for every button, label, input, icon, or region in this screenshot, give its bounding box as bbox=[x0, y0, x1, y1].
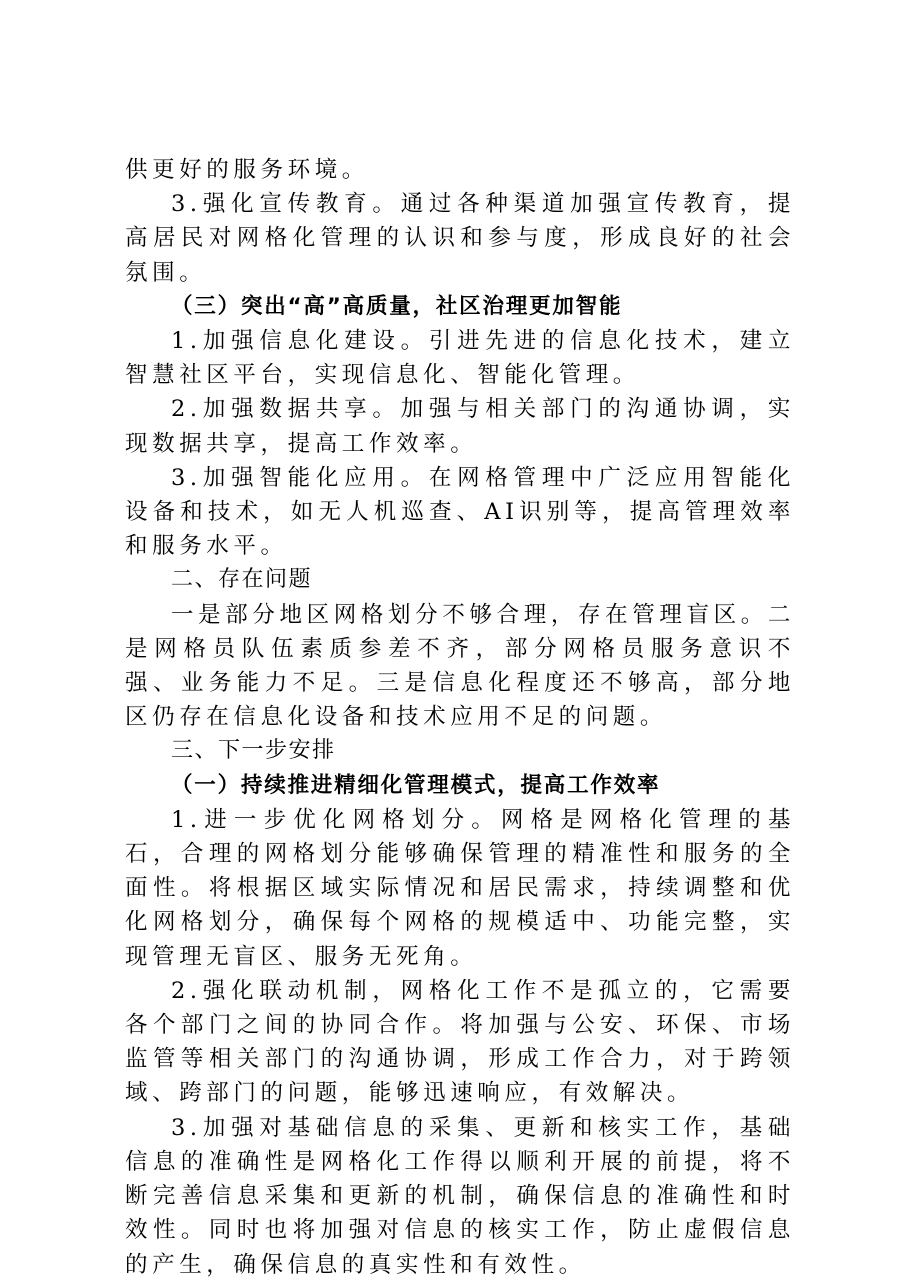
paragraph-linkage-mechanism: 2.强化联动机制，网格化工作不是孤立的，它需要各个部门之间的协同合作。将加强与公安、环保、市场监管等相关部门的沟通协调，形成工作合力，对于跨领域、跨部门的问题，能够迅速响应，有效解决。 bbox=[125, 977, 795, 1107]
paragraph-data-sharing: 2.加强数据共享。加强与相关部门的沟通协调，实现数据共享，提高工作效率。 bbox=[125, 396, 795, 457]
subheading-high-quality: （三）突出“高”高质量，社区治理更加智能 bbox=[171, 293, 623, 319]
paragraph-basic-information: 3.加强对基础信息的采集、更新和核实工作，基础信息的准确性是网格化工作得以顺利开展的前提，将不断完善信息采集和更新的机制，确保信息的准确性和时效性。同时也将加强对信息的核实工作，防止虚假信息的产生，确保信息的真实性和有效性。 bbox=[125, 1114, 795, 1278]
heading-existing-problems: 二、存在问题 bbox=[171, 567, 313, 593]
paragraph-informatization: 1.加强信息化建设。引进先进的信息化技术，建立智慧社区平台，实现信息化、智能化管理。 bbox=[125, 328, 795, 389]
paragraph-strengthen-publicity: 3.强化宣传教育。通过各种渠道加强宣传教育，提高居民对网格化管理的认识和参与度，形成良好的社会氛围。 bbox=[125, 191, 795, 286]
paragraph-continuation: 供更好的服务环境。 bbox=[125, 157, 369, 183]
paragraph-optimize-grid: 1.进一步优化网格划分。网格是网格化管理的基石，合理的网格划分能够确保管理的精准性和服务的全面性。将根据区域实际情况和居民需求，持续调整和优化网格划分，确保每个网格的规模适中、功能完整，实现管理无盲区、服务无死角。 bbox=[125, 806, 795, 970]
heading-next-steps: 三、下一步安排 bbox=[171, 738, 336, 764]
document-body bbox=[125, 153, 795, 1282]
paragraph-intelligent-application: 3.加强智能化应用。在网格管理中广泛应用智能化设备和技术，如无人机巡查、AI识别等，提高管理效率和服务水平。 bbox=[125, 464, 795, 560]
subheading-refined-management: （一）持续推进精细化管理模式，提高工作效率 bbox=[171, 772, 661, 798]
paragraph-problems: 一是部分地区网格划分不够合理，存在管理盲区。二是网格员队伍素质参差不齐，部分网格员服务意识不强、业务能力不足。三是信息化程度还不够高，部分地区仍存在信息化设备和技术应用不足的问题。 bbox=[125, 601, 795, 731]
